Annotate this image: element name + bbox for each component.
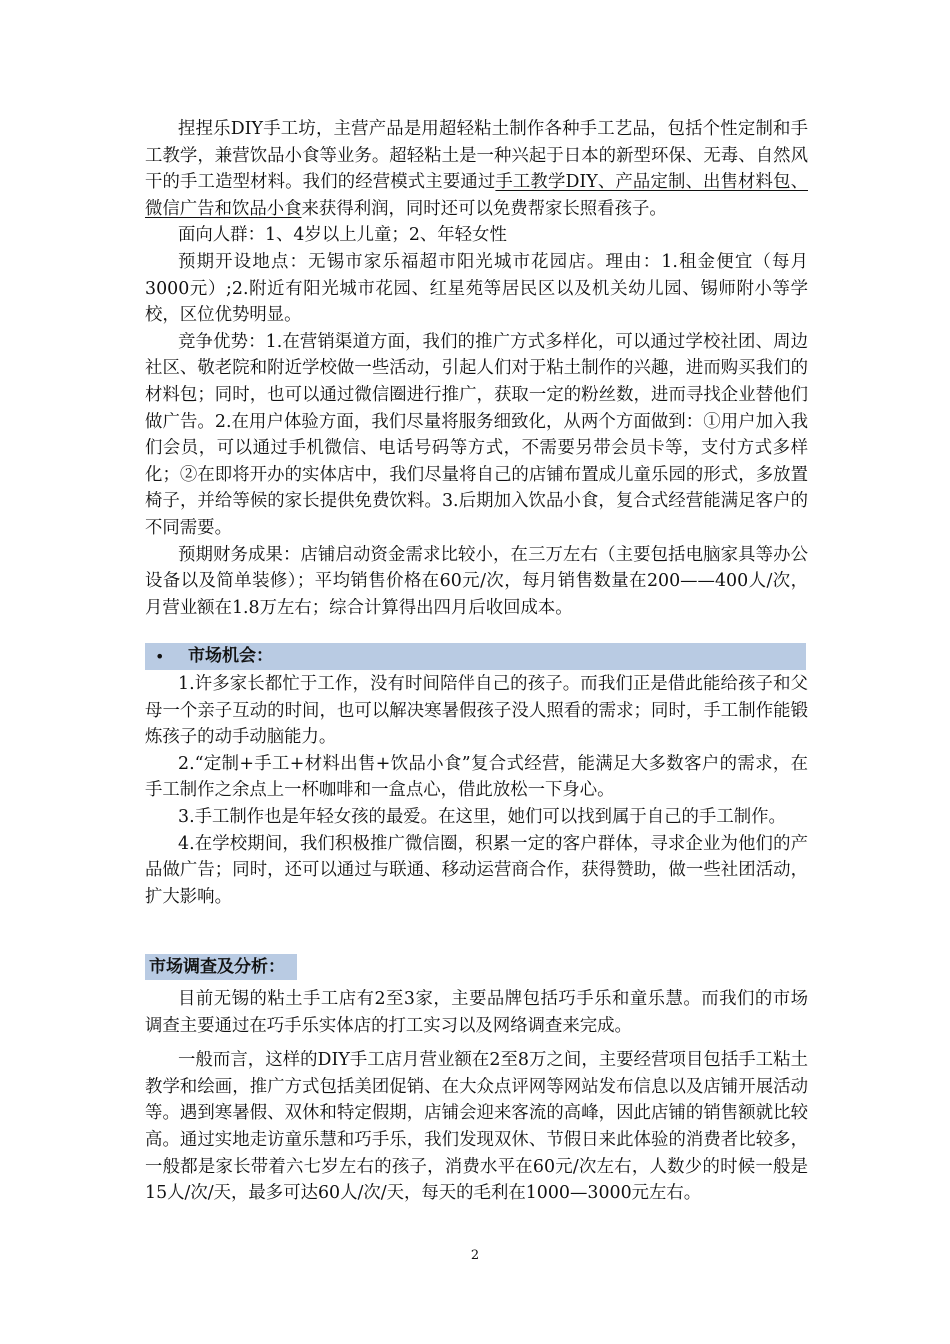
market-opportunity-list <box>145 671 808 910</box>
intro-block <box>145 116 808 621</box>
market-research-block <box>145 986 808 1207</box>
intro-text: 捏捏乐DIY手工坊，主营产品是用超轻粘土制作各种手工艺品，包括个性定制和手工教学，兼营饮品小食等业务。超轻粘土是一种兴起于日本的新型环保、无毒、自然风干的手工造型材料。我们的经营模式主要通过 <box>145 119 808 193</box>
list-item: 2.“定制+手工+材料出售+饮品小食”复合式经营，能满足大多数客户的需求，在手工制作之余点上一杯咖啡和一盒点心，借此放松一下身心。 <box>145 753 808 801</box>
intro-text-end: 来获得利润，同时还可以免费帮家长照看孩子。 <box>301 198 667 219</box>
list-item: 1.许多家长都忙于工作，没有时间陪伴自己的孩子。而我们正是借此能给孩子和父母一个亲子互动的时间，也可以解决寒暑假孩子没人照看的需求；同时，手工制作能锻炼孩子的动手动脑能力。 <box>145 674 808 748</box>
section-heading-market-opportunity <box>145 643 806 670</box>
intro-paragraph-1 <box>145 116 808 222</box>
research-paragraph-1: 目前无锡的粘土手工店有2至3家，主要品牌包括巧手乐和童乐慧。而我们的市场调查主要通过在巧手乐实体店的打工实习以及网络调查来完成。 <box>145 989 808 1036</box>
target-audience: 面向人群：1、4岁以上儿童；2、年轻女性 <box>178 225 507 246</box>
underlined-business-model: 手工教学DIY、产品定制、出售材料包、微信广告和饮品小食 <box>145 172 808 219</box>
list-item: 4.在学校期间，我们积极推广微信圈，积累一定的客户群体，寻求企业为他们的产品做广告；同时，还可以通过与联通、移动运营商合作，获得赞助，做一些社团活动，扩大影响。 <box>145 833 808 907</box>
bullet-icon: • <box>155 647 165 666</box>
section-heading-market-research <box>145 954 297 980</box>
section-title: 市场机会： <box>188 646 273 666</box>
list-item: 3.手工制作也是年轻女孩的最爱。在这里，她们可以找到属于自己的手工制作。 <box>178 806 786 827</box>
page-number: 2 <box>470 1248 480 1263</box>
competitive-advantage: 竞争优势：1.在营销渠道方面，我们的推广方式多样化，可以通过学校社团、周边社区、敬老院和附近学校做一些活动，引起人们对于粘土制作的兴趣，进而购买我们的材料包；同时，也可以通过微信圈进行推广，获取一定的粉丝数，进而寻找企业替他们做广告。2.在用户体验方面，我们尽量将服务细致化，从两个方面做到：①用户加入我们会员，可以通过手机微信、电话号码等方式，不需要另带会员卡等，支付方式多样化；②在即将开办的实体店中，我们尽量将自己的店铺布置成儿童乐园的形式，多放置椅子，并给等候的家长提供免费饮料。3.后期加入饮品小食，复合式经营能满足客户的不同需要。 <box>145 331 808 538</box>
expected-financials: 预期财务成果：店铺启动资金需求比较小，在三万左右（主要包括电脑家具等办公设备以及简单装修）；平均销售价格在60元/次，每月销售数量在200——400人/次，月营业额在1.8万左右；综合计算得出四月后收回成本。 <box>145 544 808 618</box>
research-paragraph-2: 一般而言，这样的DIY手工店月营业额在2至8万之间，主要经营项目包括手工粘土教学和绘画，推广方式包括美团促销、在大众点评网等网站发布信息以及店铺开展活动等。遇到寒暑假、双休和特定假期，店铺会迎来客流的高峰，因此店铺的销售额就比较高。通过实地走访童乐慧和巧手乐，我们发现双休、节假日来此体验的消费者比较多，一般都是家长带着六七岁左右的孩子，消费水平在60元/次左右，人数少的时候一般是15人/次/天，最多可达60人/次/天，每天的毛利在1000—3000元左右。 <box>145 1050 808 1204</box>
expected-location: 预期开设地点：无锡市家乐福超市阳光城市花园店。理由：1.租金便宜（每月3000元）;2.附近有阳光城市花园、红星苑等居民区以及机关幼儿园、锡师附小等学校，区位优势明显。 <box>145 251 808 326</box>
section-title: 市场调查及分析： <box>149 957 285 977</box>
